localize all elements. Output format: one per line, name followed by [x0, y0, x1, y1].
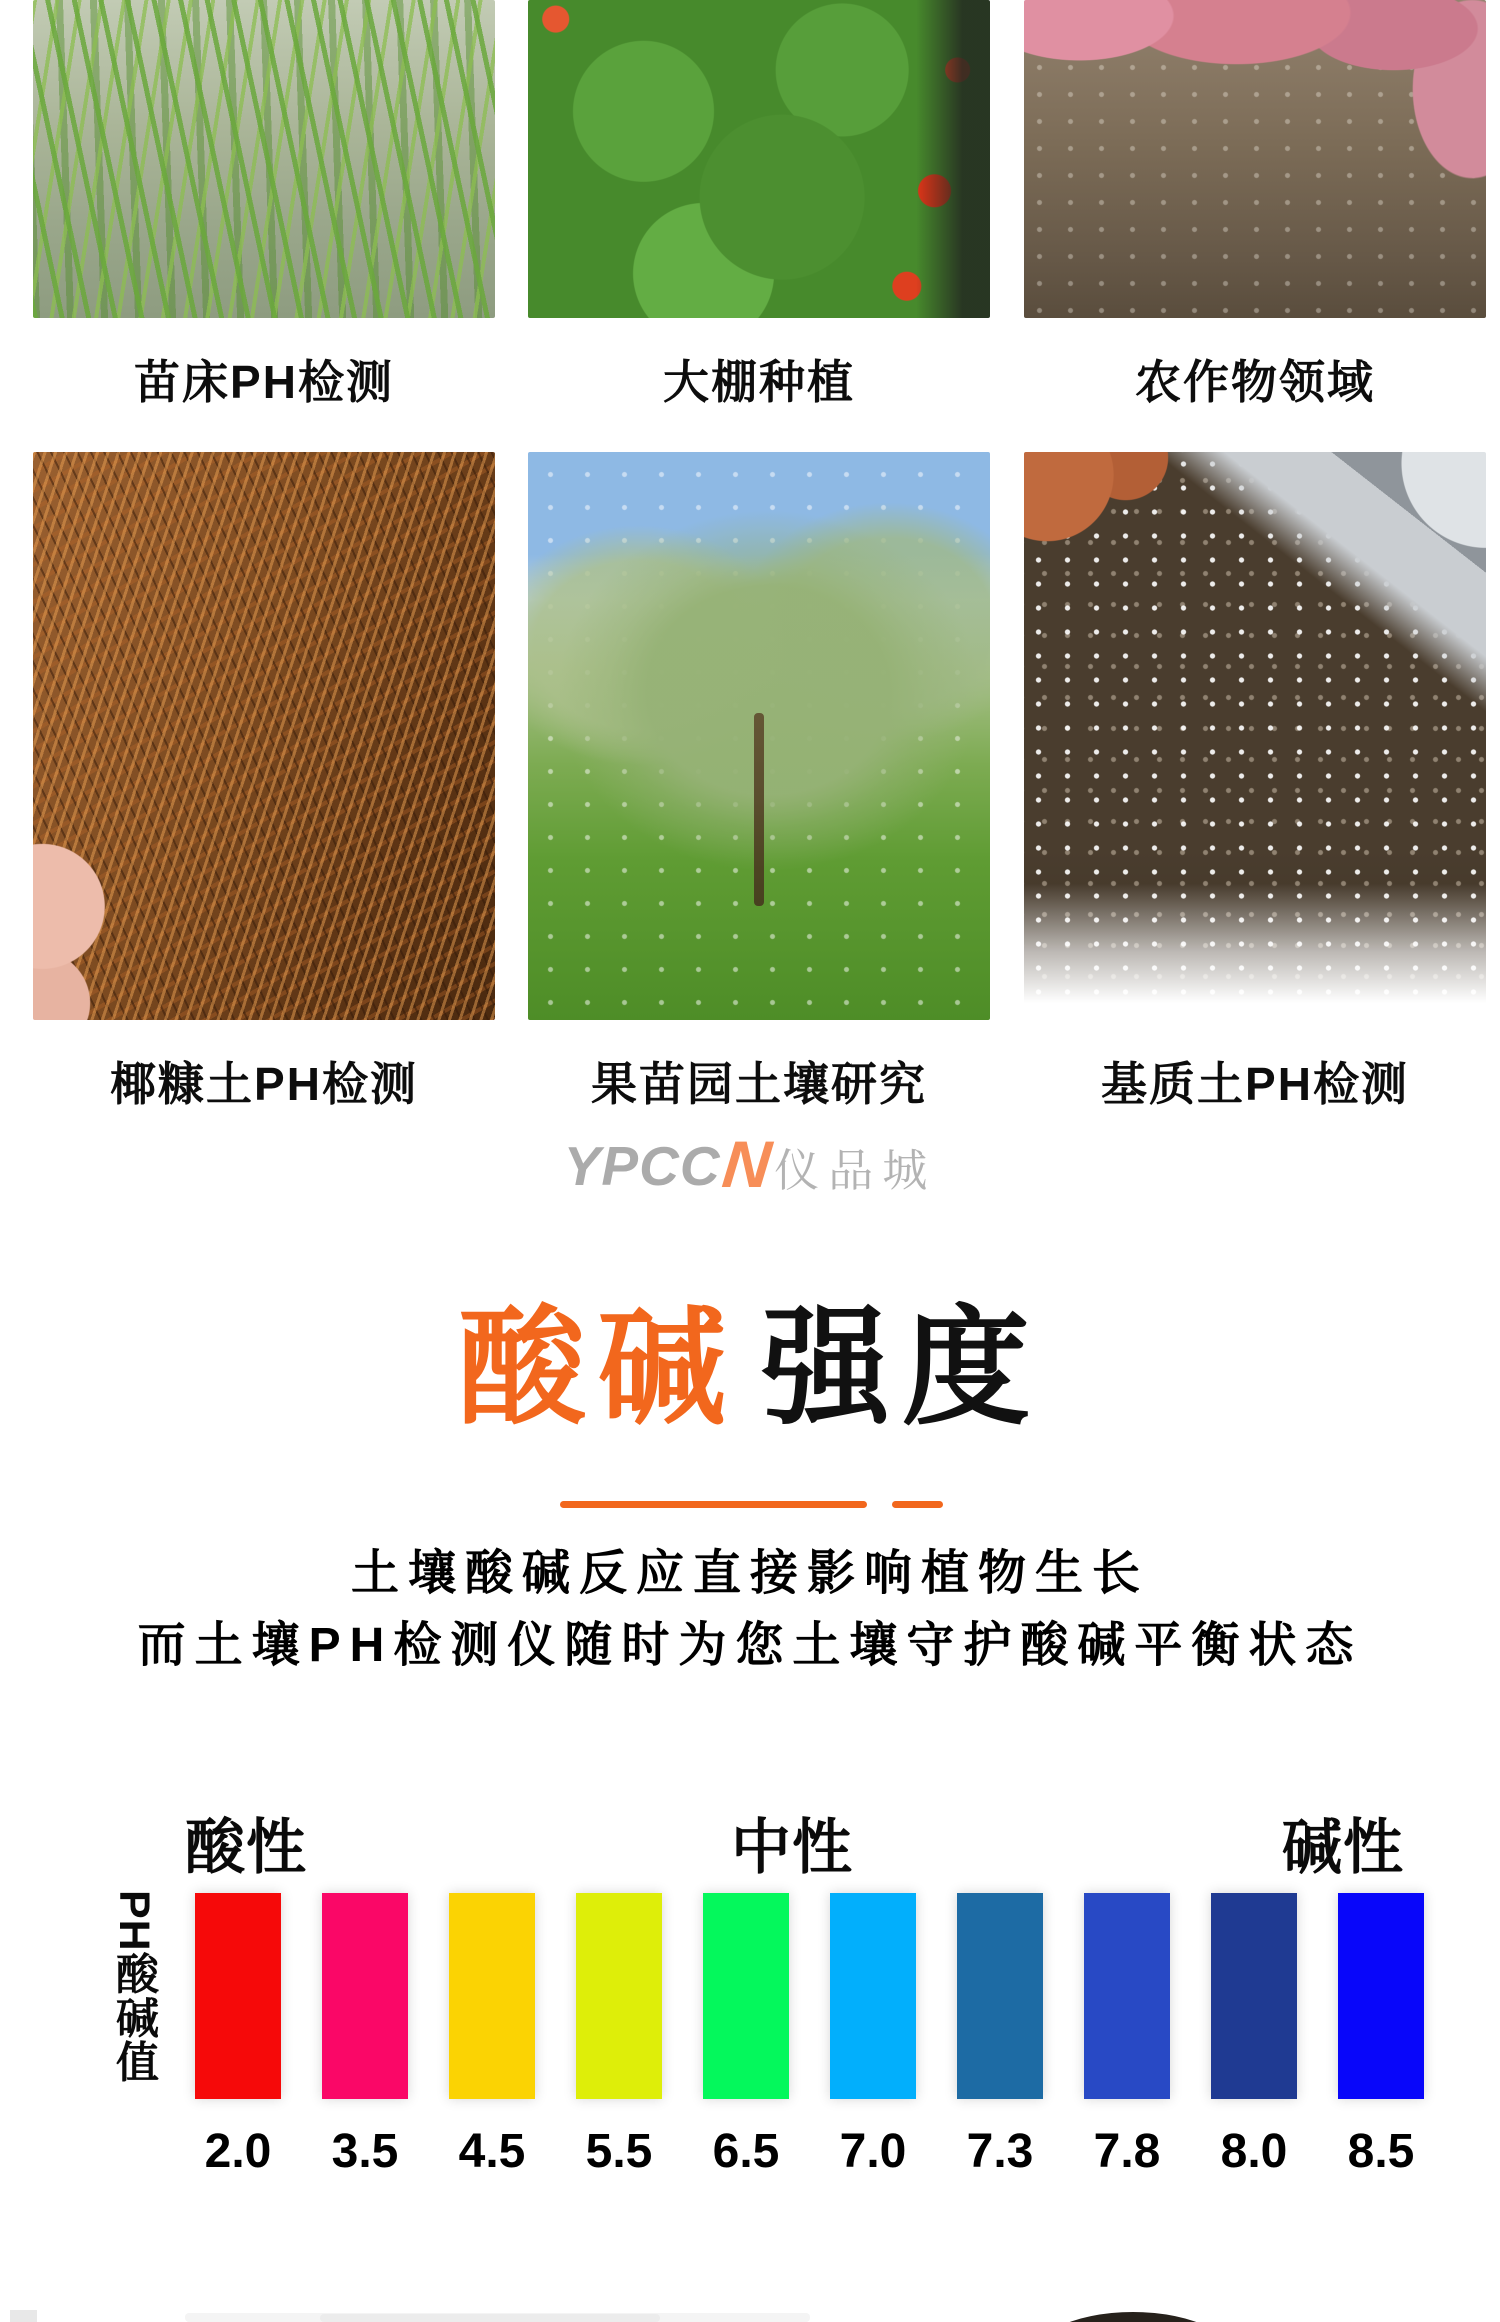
watermark-text-ypcc: YPCC: [563, 1135, 721, 1197]
gallery-item-greenhouse: [528, 0, 990, 412]
zone-label-alkaline: 碱性: [1282, 1814, 1404, 1881]
subtitle-line-2: 而土壤PH检测仪随时为您土壤守护酸碱平衡状态: [137, 1619, 1363, 1672]
substrate-soil-photo: [1024, 452, 1486, 1020]
gallery-item-crops: [1024, 0, 1486, 412]
ph-value: 5.5: [585, 2125, 653, 2178]
gallery-item-substrate: [1024, 452, 1486, 1114]
coir-soil-photo: [33, 452, 495, 1020]
gallery-item-orchard: [528, 452, 990, 1114]
brand-watermark: [0, 1127, 1500, 1201]
ph-bar: [830, 1893, 916, 2099]
ph-value: 6.5: [712, 2125, 780, 2178]
gallery-item-seedbed: [33, 0, 495, 412]
ph-value-row: [195, 2124, 1424, 2179]
ph-meter-dial-top-edge: [1023, 2312, 1243, 2322]
gallery-item-coir: [33, 452, 495, 1114]
ph-bar: [1084, 1893, 1170, 2099]
ph-bar: [449, 1893, 535, 2099]
ph-bar: [1338, 1893, 1424, 2099]
ph-value: 2.0: [204, 2125, 272, 2178]
photo-caption: 椰糠土PH检测: [110, 1058, 418, 1110]
watermark-n-swoosh-icon: N: [718, 1127, 775, 1201]
photo-caption: 苗床PH检测: [134, 356, 394, 408]
zone-label-acidic: 酸性: [185, 1814, 307, 1881]
subtitle-line-1: 土壤酸碱反应直接影响植物生长: [350, 1547, 1149, 1600]
greenhouse-photo: [528, 0, 990, 318]
ph-bar: [1211, 1893, 1297, 2099]
ph-value: 8.5: [1347, 2125, 1415, 2178]
section-title: [0, 1297, 1500, 1440]
title-highlight: 酸碱: [457, 1297, 738, 1440]
photo-caption: 大棚种植: [663, 356, 855, 408]
seedbed-photo: [33, 0, 495, 318]
ph-bar: [703, 1893, 789, 2099]
ph-value: 3.5: [331, 2125, 399, 2178]
orchard-photo: [528, 452, 990, 1020]
photo-caption: 农作物领域: [1135, 356, 1375, 408]
ph-bar: [322, 1893, 408, 2099]
crops-photo: [1024, 0, 1486, 318]
next-section-fragment: [10, 2310, 37, 2322]
title-rest: 强度: [762, 1297, 1043, 1440]
ph-value: 4.5: [458, 2125, 526, 2178]
ph-value: 8.0: [1220, 2125, 1288, 2178]
ph-value: 7.8: [1093, 2125, 1161, 2178]
ph-value: 7.3: [966, 2125, 1034, 2178]
watermark-text-cn: 仪品城: [774, 1144, 937, 1196]
ph-color-bars: [195, 1893, 1424, 2099]
ph-bar: [576, 1893, 662, 2099]
title-underline-dash: [892, 1501, 943, 1508]
ph-axis-label: PH酸碱值: [110, 1890, 158, 2084]
photo-caption: 果苗园土壤研究: [591, 1058, 927, 1110]
title-underline: [560, 1501, 867, 1508]
zone-label-neutral: 中性: [731, 1814, 853, 1881]
next-section-fragment: [320, 2314, 660, 2322]
ph-bar: [957, 1893, 1043, 2099]
ph-value: 7.0: [839, 2125, 907, 2178]
ph-bar: [195, 1893, 281, 2099]
photo-caption: 基质土PH检测: [1101, 1058, 1409, 1110]
